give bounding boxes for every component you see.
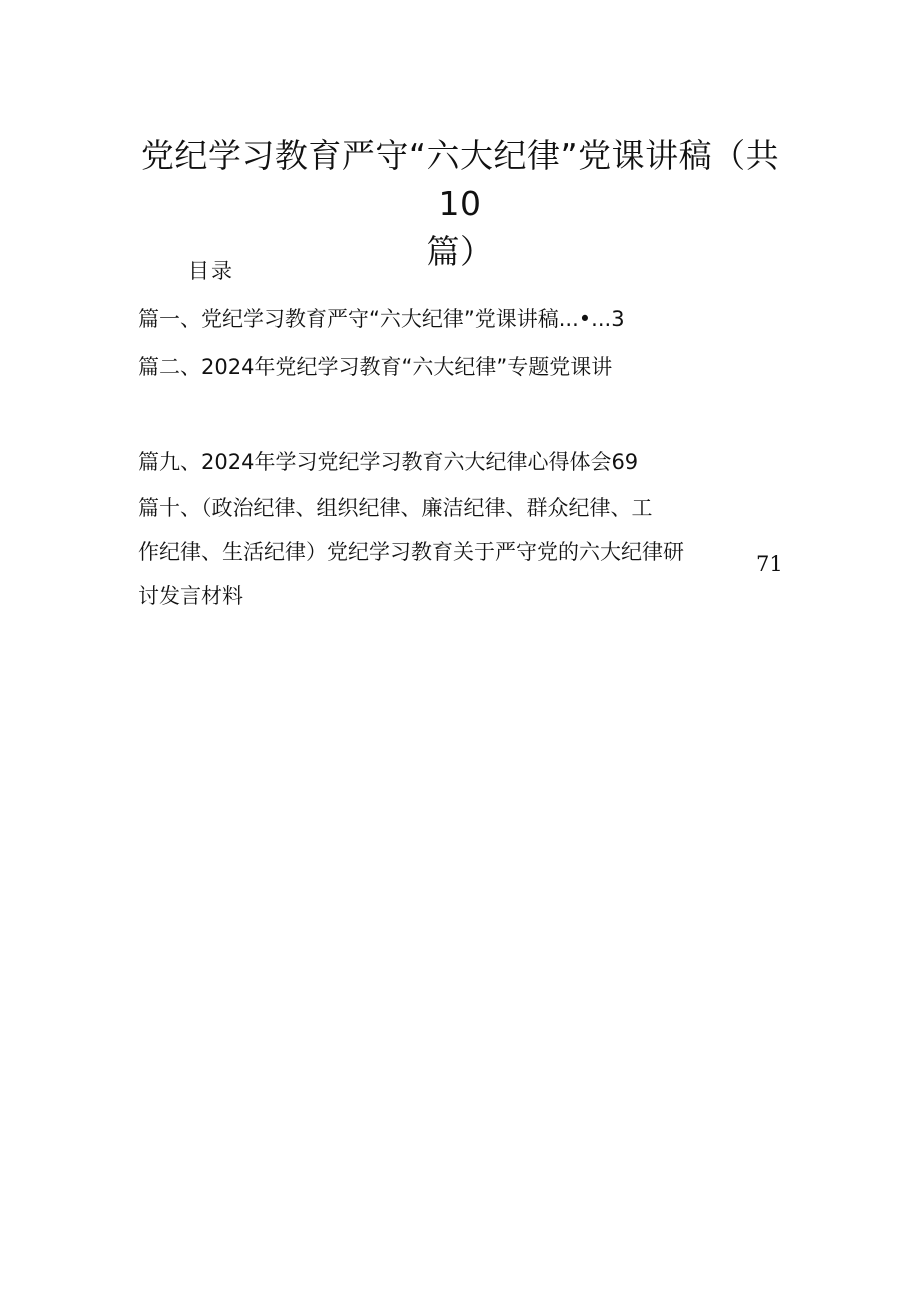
toc-entry-2-text: 篇二、2024年党纪学习教育“六大纪律”专题党课讲	[138, 355, 613, 379]
toc-entry-10-line-2: 作纪律、生活纪律）党纪学习教育关于严守党的六大纪律研	[138, 540, 684, 564]
toc-entry-10-page: 71	[756, 552, 783, 576]
toc-heading: 目录	[188, 259, 234, 283]
toc-entry-10-line-3: 讨发言材料	[138, 584, 243, 608]
toc-entry-9-text: 篇九、2024年学习党纪学习教育六大纪律心得体会69	[138, 450, 639, 474]
document-title-line-1: 党纪学习教育严守“六大纪律”党课讲稿（共10	[140, 136, 780, 223]
document-title	[120, 132, 800, 276]
toc-entry-1-text: 篇一、党纪学习教育严守“六大纪律”党课讲稿...•...3	[138, 307, 625, 331]
document-title-line-2: 篇）	[426, 232, 494, 271]
toc-entry-10[interactable]	[138, 493, 783, 613]
toc-entry-10-line-1: 篇十、（政治纪律、组织纪律、廉洁纪律、群众纪律、工	[138, 496, 653, 520]
